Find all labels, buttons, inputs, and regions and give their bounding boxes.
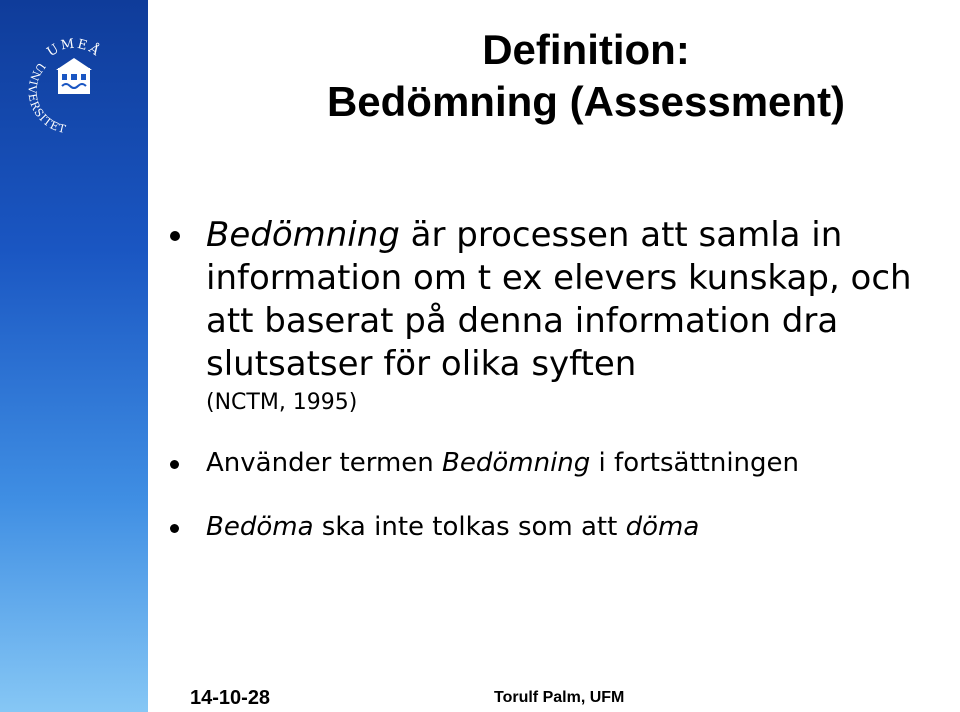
slide-title-line-1: Definition: [482,26,690,73]
term-usage-term: Bedömning [442,448,591,478]
interpretation-middle: ska inte tolkas som att [313,512,626,542]
interpretation-term-2: döma [625,512,700,542]
slide-title [236,24,936,128]
interpretation-term: Bedöma [206,512,314,542]
slide-title-line-2: Bedömning (Assessment) [326,78,846,125]
bullet-dot-icon [170,231,180,241]
umea-university-seal-icon [18,24,130,136]
term-usage-suffix: i fortsättningen [590,448,800,478]
term-usage-prefix: Använder termen [206,448,443,478]
definition-text: är processen att samla in information om t ex elevers kunskap, och att baserat på denna information dra slutsatser för olika syften [206,215,912,384]
bullet-dot-icon [170,524,179,533]
bullet-dot-icon [170,460,179,469]
bullet-list [166,214,956,544]
definition-term: Bedömning [206,215,400,255]
definition-citation: (NCTM, 1995) [206,390,358,415]
footer-author: Torulf Palm, UFM [494,689,625,706]
bullet-item-definition [166,214,956,418]
footer-date: 14-10-28 [190,687,271,709]
bullet-item-term-usage [166,446,956,480]
svg-text:UMEÅ: UMEÅ [44,36,104,61]
side-color-band [0,0,148,712]
svg-text:UNIVERSITET: UNIVERSITET [25,59,68,136]
bullet-item-interpretation [166,510,956,544]
